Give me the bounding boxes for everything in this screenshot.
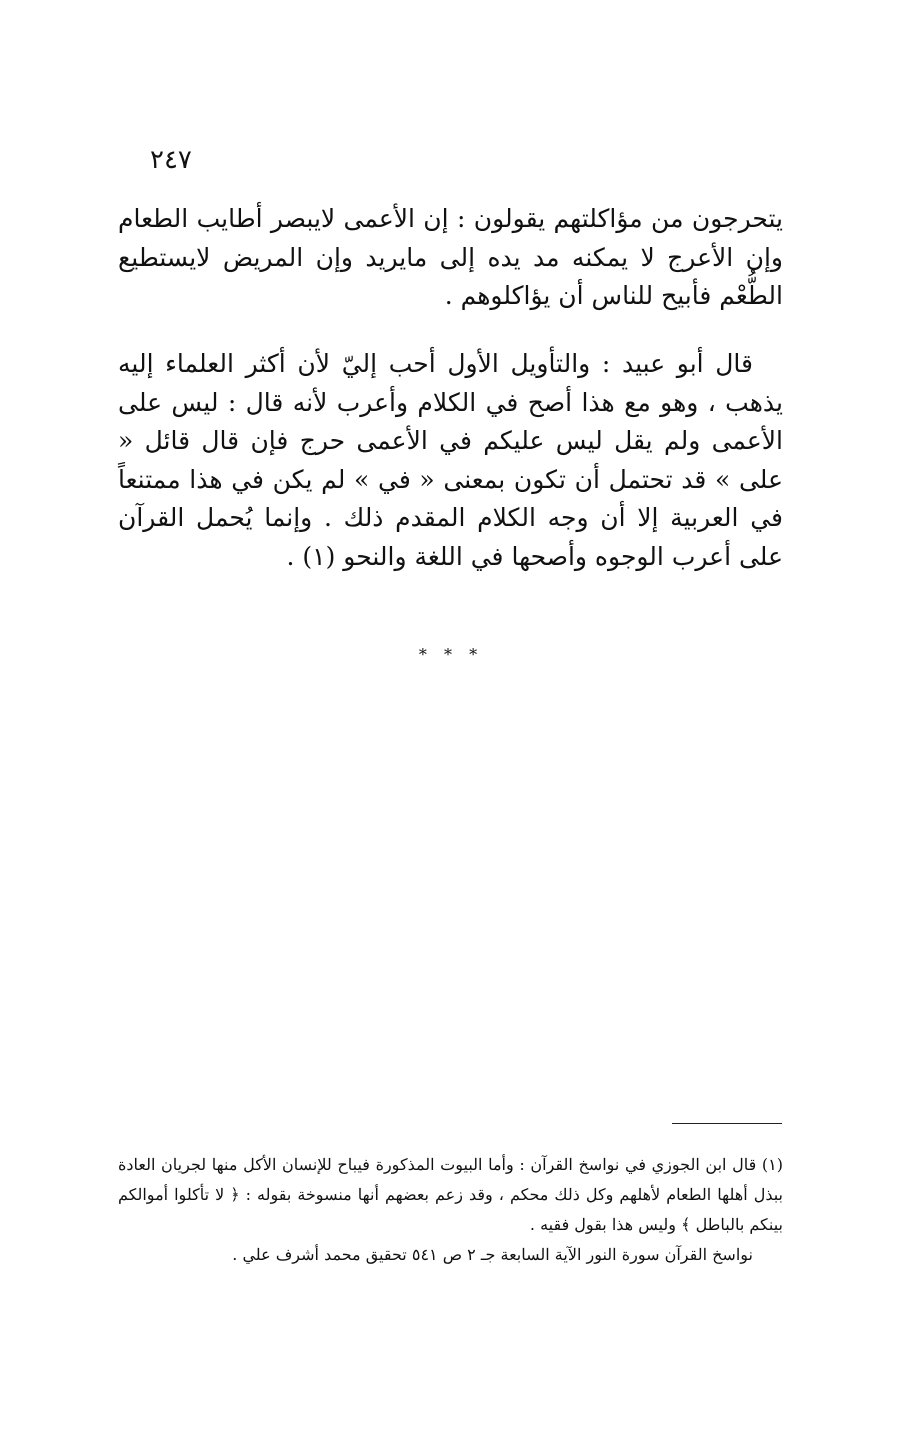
footnote-divider — [672, 1123, 782, 1124]
body-paragraph-1 — [118, 200, 783, 316]
body-paragraph-2 — [118, 345, 783, 576]
page-number: ٢٤٧ — [150, 145, 192, 175]
footnote-1: (١) قال ابن الجوزي في نواسخ القرآن : وأما البيوت المذكورة فيباح للإنسان الأكل منها لجريان العادة ببذل أهلها الطعام لأهلهم وكل ذلك محكم ، وقد زعم بعضهم أنها منسوخة بقوله : ﴿ لا تأكلوا أموالكم بينكم بالباطل ﴾ وليس هذا بقول فقيه . — [118, 1155, 783, 1234]
section-separator: * * * — [418, 645, 484, 664]
paragraph-text: يتحرجون من مؤاكلتهم يقولون : إن الأعمى لايبصر أطايب الطعام وإن الأعرج لا يمكنه مد يده إلى مايريد وإن المريض لايستطيع الطُّعْم فأبيح للناس أن يؤاكلوهم . — [118, 204, 783, 310]
footnote-source: نواسخ القرآن سورة النور الآية السابعة جـ ٢ ص ٥٤١ تحقيق محمد أشرف علي . — [232, 1245, 753, 1264]
paragraph-text: قال أبو عبيد : والتأويل الأول أحب إليّ لأن أكثر العلماء إليه يذهب ، وهو مع هذا أصح في الكلام وأعرب لأنه قال : ليس على الأعمى ولم يقل ليس عليكم في الأعمى حرج فإن قال قائل « على » قد تحتمل أن تكون بمعنى « في » لم يكن في هذا ممتنعاً في العربية إلا أن وجه الكلام المقدم ذلك . وإنما يُحمل القرآن على أعرب الوجوه وأصحها في اللغة والنحو (١) . — [118, 349, 783, 571]
footnotes — [118, 1150, 783, 1270]
